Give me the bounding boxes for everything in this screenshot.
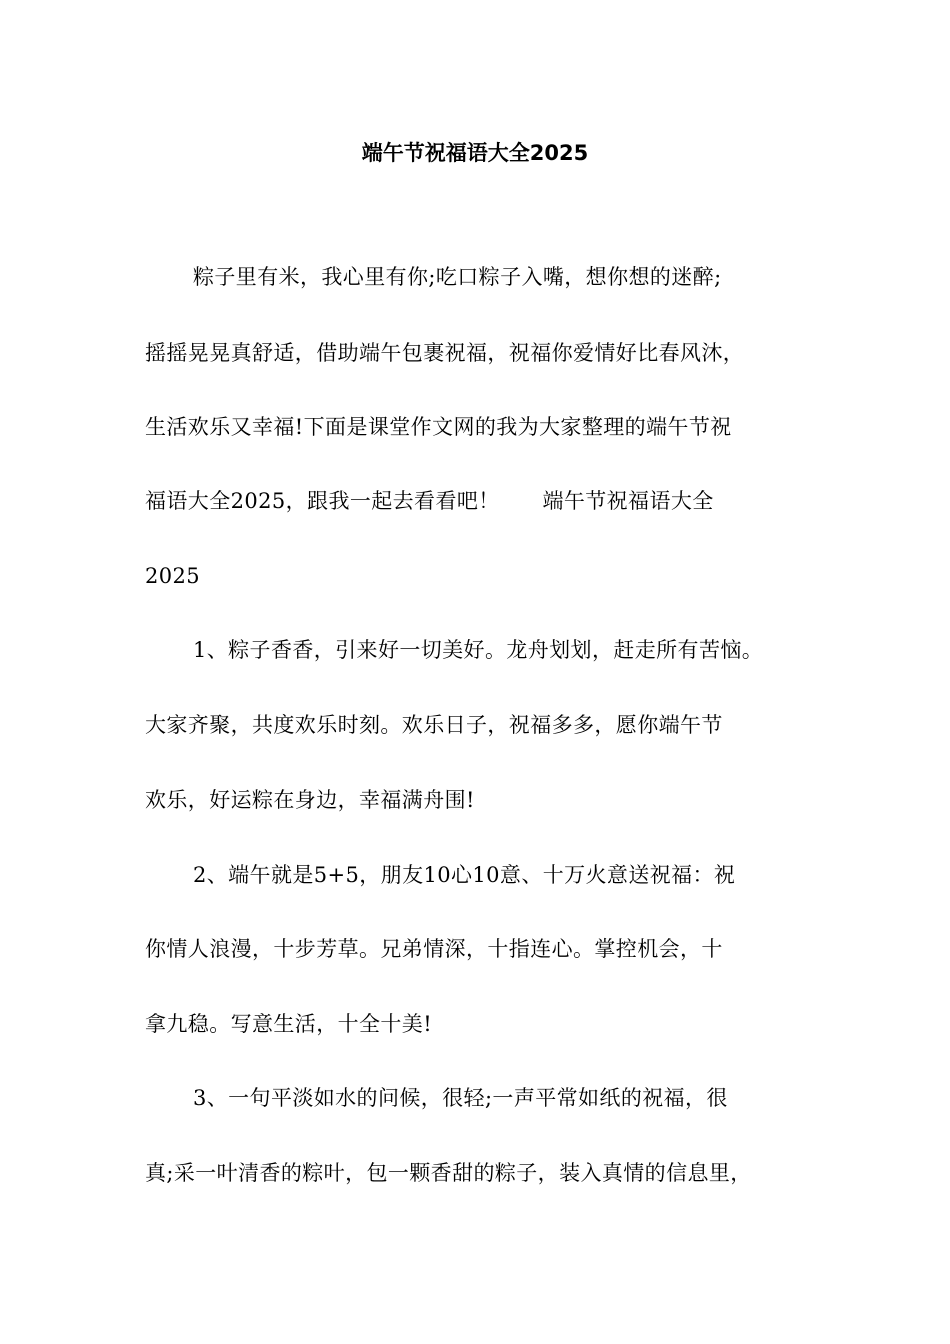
paragraph-line: 拿九稳。写意生活，十全十美! xyxy=(145,1012,433,1036)
paragraph-line: 你情人浪漫，十步芳草。兄弟情深，十指连心。掌控机会，十 xyxy=(145,937,723,961)
document-title: 端午节祝福语大全2025 xyxy=(361,141,589,165)
paragraph-line: 1、粽子香香，引来好一切美好。龙舟划划，赶走所有苦恼。 xyxy=(193,638,764,662)
paragraph-line: 3、一句平淡如水的问候，很轻;一声平常如纸的祝福，很 xyxy=(193,1086,728,1110)
paragraph-line: 2、端午就是5+5，朋友10心10意、十万火意送祝福：祝 xyxy=(193,863,736,887)
paragraph-line: 粽子里有米，我心里有你;吃口粽子入嘴，想你想的迷醉; xyxy=(193,265,722,289)
paragraph-line: 大家齐聚，共度欢乐时刻。欢乐日子，祝福多多，愿你端午节 xyxy=(145,713,723,737)
paragraph-line: 摇摇晃晃真舒适，借助端午包裹祝福，祝福你爱情好比春风沐， xyxy=(145,341,745,365)
paragraph-line: 生活欢乐又幸福!下面是课堂作文网的我为大家整理的端午节祝 xyxy=(145,415,732,439)
paragraph-line: 福语大全2025，跟我一起去看看吧！ 端午节祝福语大全 xyxy=(145,489,714,513)
paragraph-line: 真;采一叶清香的粽叶，包一颗香甜的粽子，装入真情的信息里， xyxy=(145,1161,752,1185)
paragraph-line: 欢乐，好运粽在身边，幸福满舟围! xyxy=(145,788,475,812)
paragraph-line: 2025 xyxy=(145,564,201,588)
